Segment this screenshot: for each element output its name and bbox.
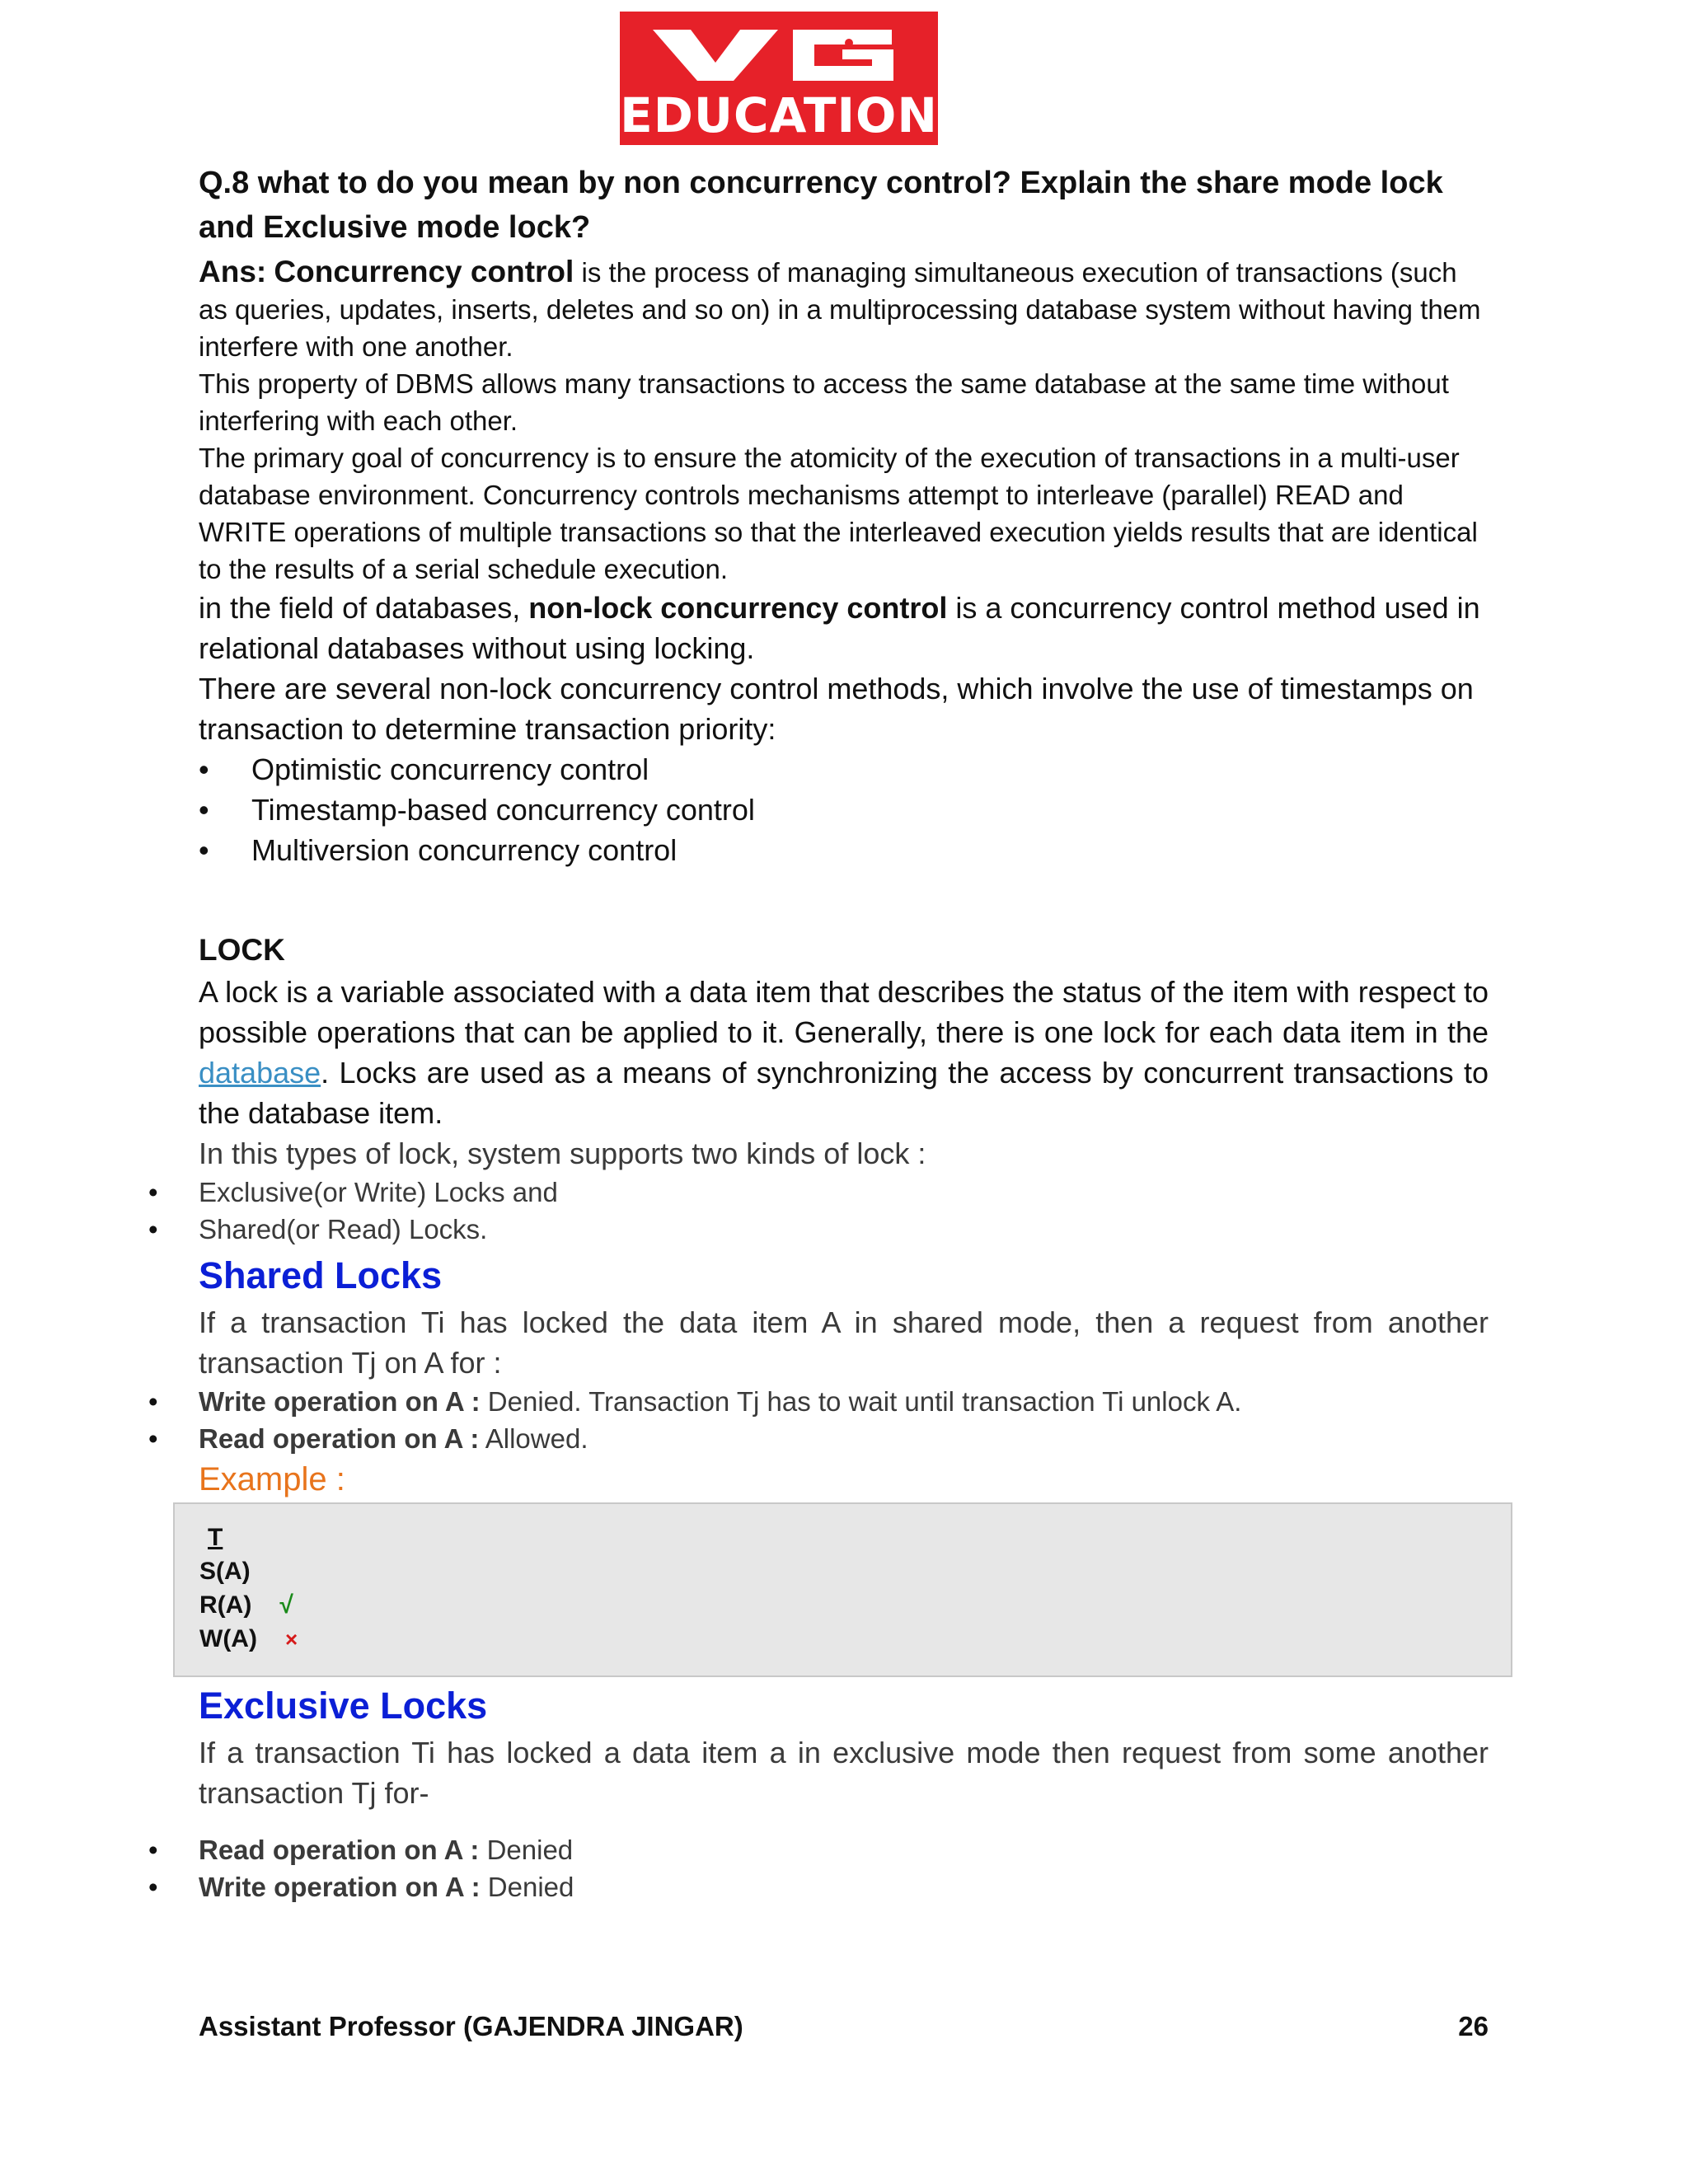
lock-types-list (148, 1174, 1489, 1248)
database-link[interactable]: database (199, 1056, 321, 1090)
op-label: Read operation on A : (199, 1835, 480, 1865)
exclusive-locks-text: If a transaction Ti has locked a data item a in exclusive mode then request from some another transaction Tj for- (199, 1736, 1489, 1810)
check-icon: √ (279, 1591, 293, 1619)
question-title: Q.8 what to do you mean by non concurrency control? Explain the share mode lock and Exclusive mode lock? (199, 166, 1443, 245)
cross-icon: × (284, 1627, 298, 1652)
list-item (148, 1868, 1489, 1905)
shared-ops-list (148, 1383, 1489, 1457)
op-value: Denied (479, 1835, 574, 1865)
list-item (148, 1383, 1489, 1420)
op-label: Write operation on A : (199, 1386, 481, 1417)
answer-paragraph (199, 253, 1489, 365)
example-header: T (208, 1524, 223, 1551)
op-code: R(A) (199, 1591, 252, 1619)
answer-text: is the process of managing simultaneous execution of transactions (such as queries, updates, inserts, deletes and so on) in a multiprocessing database system without having them interfere with one another. (199, 257, 1481, 362)
page-content (199, 161, 1489, 1502)
non-lock-definition-paragraph (199, 588, 1489, 668)
op-label: Read operation on A : (199, 1423, 480, 1454)
lock-para-post: . Locks are used as a means of synchronizing the access by concurrent transactions to the database item. (199, 1056, 1489, 1130)
example-row (199, 1554, 1511, 1588)
exclusive-ops-list (148, 1831, 1489, 1905)
lock-definition-paragraph (199, 972, 1489, 1133)
lock-types-intro: In this types of lock, system supports two kinds of lock : (199, 1137, 926, 1170)
example-code-box (173, 1502, 1512, 1677)
list-item: • Exclusive(or Write) Locks and (148, 1174, 1489, 1211)
non-lock-pre: in the field of databases, (199, 591, 529, 625)
op-value: Denied. Transaction Tj has to wait until transaction Ti unlock A. (480, 1386, 1242, 1417)
op-code: W(A) (199, 1625, 257, 1652)
non-lock-post: is a concurrency control method used in relational databases without using locking. (199, 591, 1480, 665)
list-item (148, 1420, 1489, 1457)
list-item (148, 1831, 1489, 1868)
list-item: • Timestamp-based concurrency control (199, 790, 1489, 830)
page-number: 26 (1458, 2011, 1489, 2041)
dbms-property-paragraph: This property of DBMS allows many transactions to access the same database at the same time without interfering with each other. (199, 368, 1449, 436)
op-value: Denied (480, 1872, 574, 1902)
list-item: • Optimistic concurrency control (199, 749, 1489, 790)
non-lock-methods-list (199, 749, 1489, 870)
vg-education-logo (620, 12, 938, 145)
list-item: • Shared(or Read) Locks. (148, 1211, 1489, 1248)
example-row (199, 1622, 1511, 1657)
vg-logo-letters (620, 12, 938, 94)
shared-locks-heading: Shared Locks (199, 1254, 443, 1296)
concurrency-goal-paragraph: The primary goal of concurrency is to ensure the atomicity of the execution of transactions in a multi-user database environment. Concurrency controls mechanisms attempt to interleave (parallel) READ and WRITE operations of multiple transactions so that the interleaved execution yields results that are identical to the results of a serial schedule execution. (199, 443, 1478, 584)
footer-author: Assistant Professor (GAJENDRA JINGAR) (199, 2011, 743, 2041)
exclusive-section (199, 1681, 1489, 1905)
exclusive-locks-heading: Exclusive Locks (199, 1685, 488, 1727)
lock-para-pre: A lock is a variable associated with a data item that describes the status of the item with respect to possible operations that can be applied to it. Generally, there is one lock for each data item in the (199, 975, 1489, 1049)
lock-heading: LOCK (199, 933, 285, 967)
example-row (199, 1588, 1511, 1622)
answer-label: Ans: (199, 255, 267, 288)
op-value: Allowed. (479, 1423, 588, 1454)
op-code: S(A) (199, 1558, 251, 1585)
non-lock-methods-intro: There are several non-lock concurrency control methods, which involve the use of timestamps on transaction to determine transaction priority: (199, 672, 1474, 746)
example-label: Example : (199, 1461, 345, 1497)
answer-term: Concurrency control (274, 255, 574, 288)
non-lock-term: non-lock concurrency control (528, 591, 948, 625)
shared-locks-text: If a transaction Ti has locked the data item A in shared mode, then a request from another transaction Tj on A for : (199, 1305, 1489, 1380)
op-label: Write operation on A : (199, 1872, 481, 1902)
list-item: • Multiversion concurrency control (199, 830, 1489, 870)
logo-subtitle: EDUCATION (620, 87, 938, 143)
page-footer (199, 2008, 1489, 2045)
